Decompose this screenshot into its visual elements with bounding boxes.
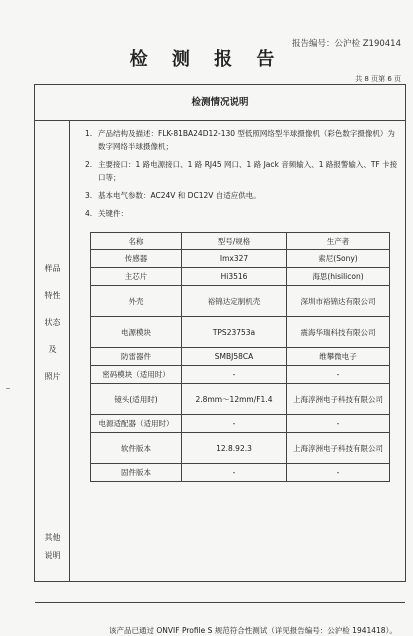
table-cell: 裕锦达定制机壳 bbox=[182, 286, 287, 317]
table-cell: 电源适配器（适用时） bbox=[91, 415, 182, 433]
item-text: 主要接口：1 路电源接口、1 路 RJ45 网口、1 路 Jack 音频输入、1 路报警输入、TF 卡接口等； bbox=[98, 160, 398, 182]
key-components-table bbox=[90, 232, 390, 482]
table-cell: 镜头(适用时) bbox=[91, 384, 182, 415]
table-cell: 深圳市裕锦达有限公司 bbox=[287, 286, 390, 317]
table-cell: 12.8.92.3 bbox=[182, 433, 287, 464]
list-item bbox=[85, 189, 400, 202]
table-cell: 主芯片 bbox=[91, 268, 182, 286]
item-number: 4. bbox=[85, 209, 93, 218]
table-cell: 维攀微电子 bbox=[287, 348, 390, 366]
table-row bbox=[91, 348, 390, 366]
list-item bbox=[85, 207, 400, 220]
row-divider bbox=[35, 602, 405, 603]
other-label-line: 其他 bbox=[44, 533, 61, 542]
table-row bbox=[91, 286, 390, 317]
other-label-line: 说明 bbox=[44, 551, 61, 560]
other-label bbox=[35, 529, 70, 565]
table-row bbox=[91, 317, 390, 348]
sample-label-line: 样品 bbox=[44, 264, 61, 273]
table-cell: 上海淳洲电子科技有限公司 bbox=[287, 433, 390, 464]
table-row bbox=[91, 384, 390, 415]
table-cell: 索尼(Sony) bbox=[287, 250, 390, 268]
table-cell: SMBJ58CA bbox=[182, 348, 287, 366]
sample-label-line: 照片 bbox=[44, 372, 61, 381]
column-header: 型号/规格 bbox=[182, 233, 287, 250]
table-cell: 密码模块（适用时） bbox=[91, 366, 182, 384]
column-header: 生产者 bbox=[287, 233, 390, 250]
item-text: 关键件： bbox=[98, 209, 128, 218]
table-cell: 固件版本 bbox=[91, 464, 182, 482]
table-cell: Hi3516 bbox=[182, 268, 287, 286]
section-title: 检测情况说明 bbox=[35, 85, 405, 121]
description-list bbox=[85, 127, 400, 225]
table-cell: - bbox=[182, 415, 287, 433]
page-indicator: 共 8 页第 6 页 bbox=[355, 75, 401, 83]
item-text: 产品结构及描述：FLK-81BA24D12-130 型低照网络型半球摄像机（彩色数字摄像机）为数字网络半球摄像机； bbox=[98, 129, 395, 151]
table-cell: - bbox=[287, 464, 390, 482]
item-number: 2. bbox=[85, 160, 93, 169]
table-row bbox=[91, 268, 390, 286]
column-header: 名称 bbox=[91, 233, 182, 250]
sample-label bbox=[35, 255, 70, 390]
item-number: 3. bbox=[85, 191, 93, 200]
other-description: 该产品已通过 ONVIF Profile S 规范符合性测试（详见报告编号：公沪检 1941418）。 bbox=[109, 626, 397, 635]
table-cell: Imx327 bbox=[182, 250, 287, 268]
table-cell: 软件版本 bbox=[91, 433, 182, 464]
list-item bbox=[85, 158, 400, 184]
scan-mark bbox=[6, 388, 10, 389]
table-cell: TPS23753a bbox=[182, 317, 287, 348]
table-cell: - bbox=[182, 464, 287, 482]
table-header-row bbox=[91, 233, 390, 250]
table-row bbox=[91, 415, 390, 433]
item-number: 1. bbox=[85, 129, 93, 138]
table-row bbox=[91, 464, 390, 482]
table-row bbox=[91, 366, 390, 384]
table-cell: 2.8mm～12mm/F1.4 bbox=[182, 384, 287, 415]
sample-label-line: 及 bbox=[48, 345, 57, 354]
report-number: 报告编号：公沪检 Z190414 bbox=[292, 39, 401, 49]
table-cell: 外壳 bbox=[91, 286, 182, 317]
table-row bbox=[91, 433, 390, 464]
sample-label-line: 特性 bbox=[44, 291, 61, 300]
table-cell: 海思(hisilicon) bbox=[287, 268, 390, 286]
table-cell: 传感器 bbox=[91, 250, 182, 268]
table-cell: - bbox=[287, 366, 390, 384]
table-cell: - bbox=[182, 366, 287, 384]
sample-label-line: 状态 bbox=[44, 318, 61, 327]
table-cell: 电源模块 bbox=[91, 317, 182, 348]
list-item bbox=[85, 127, 400, 153]
table-cell: - bbox=[287, 415, 390, 433]
item-text: 基本电气参数：AC24V 和 DC12V 自适应供电。 bbox=[98, 191, 261, 200]
table-row bbox=[91, 250, 390, 268]
table-cell: 震海华瑞科技有限公司 bbox=[287, 317, 390, 348]
document-title: 检 测 报 告 bbox=[129, 49, 284, 70]
table-cell: 防雷器件 bbox=[91, 348, 182, 366]
table-cell: 上海淳洲电子科技有限公司 bbox=[287, 384, 390, 415]
